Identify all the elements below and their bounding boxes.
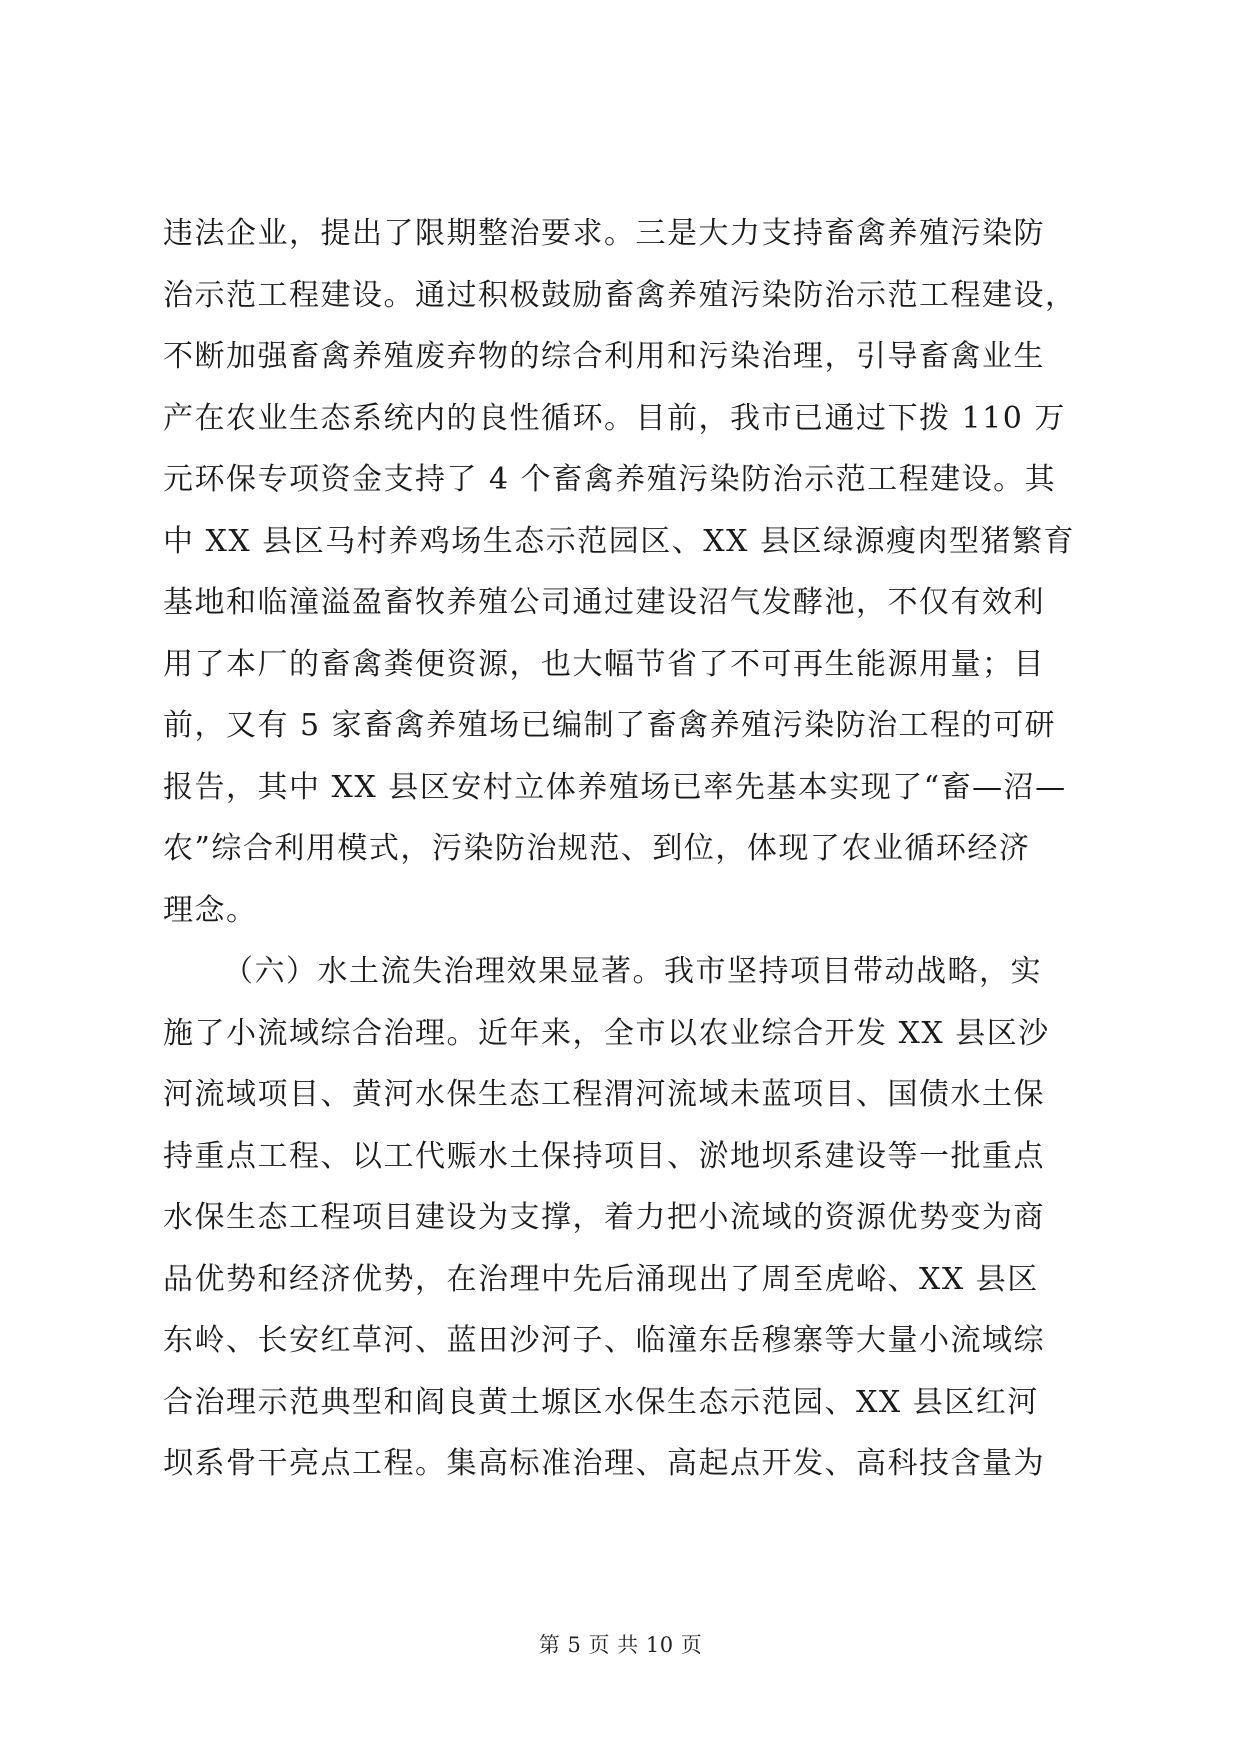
text-line: 理念。: [163, 892, 258, 928]
text-line: 品优势和经济优势，在治理中先后涌现出了周至虎峪、XX 县区: [163, 1261, 1039, 1297]
text-line: 元环保专项资金支持了 4 个畜禽养殖污染防治示范工程建设。其: [163, 462, 1057, 497]
text-line: 农”综合利用模式，污染防治规范、到位，体现了农业循环经济: [163, 831, 1031, 866]
text-line: 中 XX 县区马村养鸡场生态示范园区、XX 县区绿源瘦肉型猪繁育: [163, 523, 1076, 559]
text-line: 水保生态工程项目建设为支撑，着力把小流域的资源优势变为商: [163, 1200, 1045, 1235]
text-line: 违法企业，提出了限期整治要求。三是大力支持畜禽养殖污染防: [163, 216, 1045, 251]
text-line: 产在农业生态系统内的良性循环。目前，我市已通过下拨 110 万: [163, 400, 1066, 436]
text-line: 河流域项目、黄河水保生态工程渭河流域未蓝项目、国债水土保: [163, 1077, 1045, 1112]
body-text: [163, 203, 1088, 1495]
text-line: 东岭、长安红草河、蓝田沙河子、临潼东岳穆寨等大量小流域综: [163, 1323, 1045, 1358]
text-line: 用了本厂的畜禽粪便资源，也大幅节省了不可再生能源用量；目: [163, 646, 1045, 682]
text-line: 持重点工程、以工代赈水土保持项目、淤地坝系建设等一批重点: [163, 1138, 1045, 1174]
text-line: 施了小流域综合治理。近年来，全市以农业综合开发 XX 县区沙: [163, 1015, 1050, 1051]
text-line: 前，又有 5 家畜禽养殖场已编制了畜禽养殖污染防治工程的可研: [163, 708, 1057, 743]
text-line: 治示范工程建设。通过积极鼓励畜禽养殖污染防治示范工程建设，: [163, 277, 1077, 313]
text-line: 坝系骨干亮点工程。集高标准治理、高起点开发、高科技含量为: [163, 1446, 1045, 1481]
page-number-footer: 第 5 页 共 10 页: [538, 1633, 703, 1657]
text-line: 报告，其中 XX 县区安村立体养殖场已率先基本实现了“畜—沼—: [163, 769, 1067, 805]
text-line: 不断加强畜禽养殖废弃物的综合利用和污染治理，引导畜禽业生: [163, 339, 1045, 374]
text-line: 基地和临潼溢盈畜牧养殖公司通过建设沼气发酵池，不仅有效利: [163, 585, 1045, 620]
text-line: 合治理示范典型和阎良黄土塬区水保生态示范园、XX 县区红河: [163, 1384, 1039, 1420]
section-heading-line: （六）水土流失治理效果显著。我市坚持项目带动战略，实: [223, 954, 1042, 989]
